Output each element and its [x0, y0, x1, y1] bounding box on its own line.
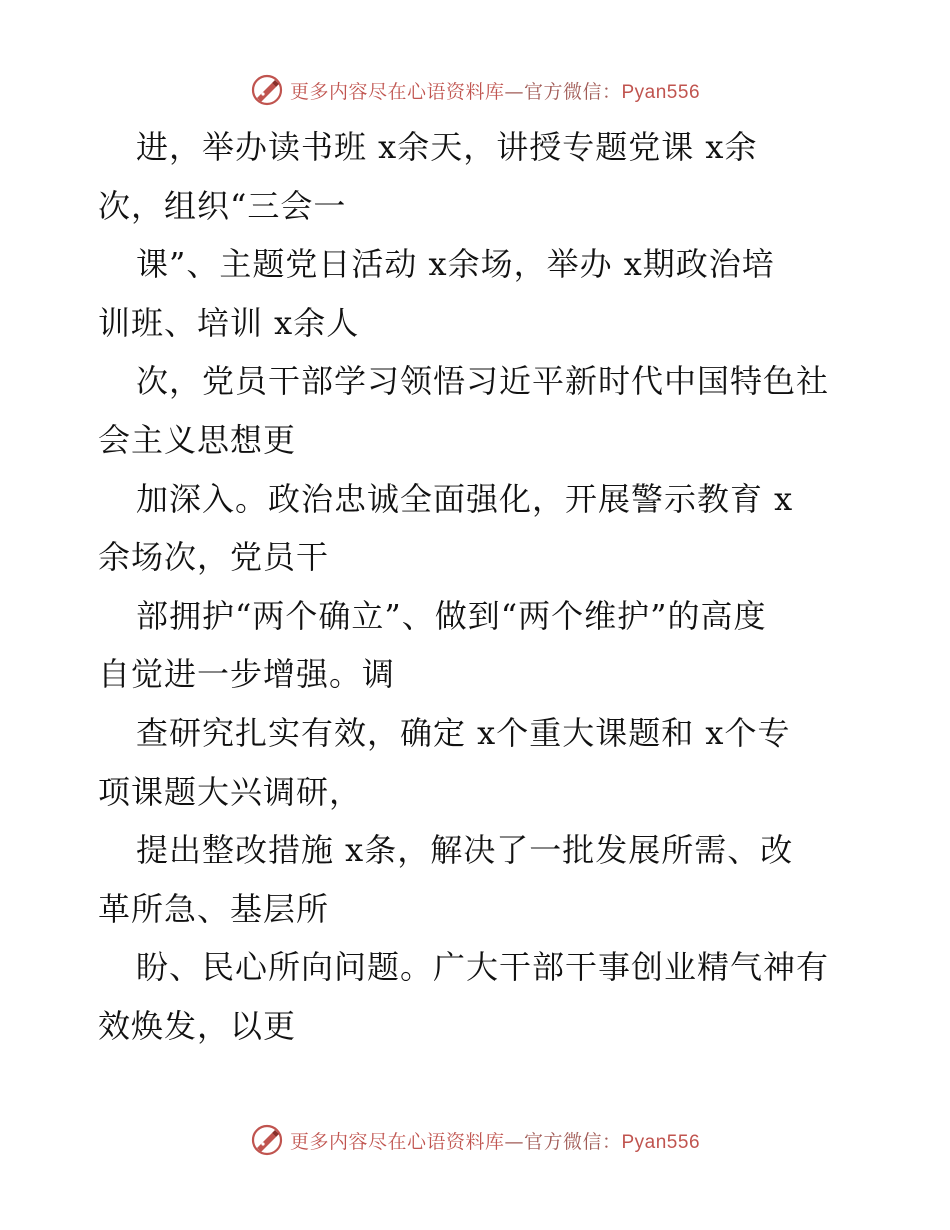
wechat-id: Pyan556 — [621, 81, 701, 103]
banner-main-text: 更多内容尽在心语资料库 — [289, 1130, 505, 1153]
body-line: 查研究扎实有效，确定 x个重大课题和 x个专 — [136, 713, 791, 752]
body-line: 自觉进一步增强。调 — [98, 655, 396, 694]
body-line: 课”、主题党日活动 x余场，举办 x期政治培 — [136, 245, 775, 284]
body-line: 加深入。政治忠诚全面强化，开展警示教育 x — [136, 479, 794, 518]
body-line: 训班、培训 x余人 — [98, 303, 360, 342]
document-body — [98, 118, 858, 1056]
body-line: 盼、民心所向问题。广大干部干事创业精气神有 — [136, 948, 830, 987]
body-line: 效焕发，以更 — [98, 1006, 297, 1045]
footer-banner — [0, 1120, 950, 1160]
body-line: 项课题大兴调研， — [98, 772, 363, 811]
body-line: 余场次，党员干 — [98, 538, 330, 577]
body-line: 提出整改措施 x条，解决了一批发展所需、改 — [136, 831, 794, 870]
body-line: 次，党员干部学习领悟习近平新时代中国特色社 — [136, 362, 830, 401]
body-line: 部拥护“两个确立”、做到“两个维护”的高度 — [136, 596, 767, 635]
banner-sub-text: —官方微信： — [504, 1130, 622, 1153]
body-line: 革所急、基层所 — [98, 889, 330, 928]
body-line: 进，举办读书班 x余天，讲授专题党课 x余 — [136, 128, 758, 166]
pen-nib-logo-icon — [250, 73, 284, 107]
wechat-id: Pyan556 — [621, 1131, 701, 1153]
banner-main-text: 更多内容尽在心语资料库 — [289, 80, 505, 103]
header-banner — [0, 70, 950, 110]
banner-sub-text: —官方微信： — [504, 80, 622, 103]
body-line: 次，组织“三会一 — [98, 186, 347, 225]
pen-nib-logo-icon — [250, 1123, 284, 1157]
body-line: 会主义思想更 — [98, 420, 297, 459]
